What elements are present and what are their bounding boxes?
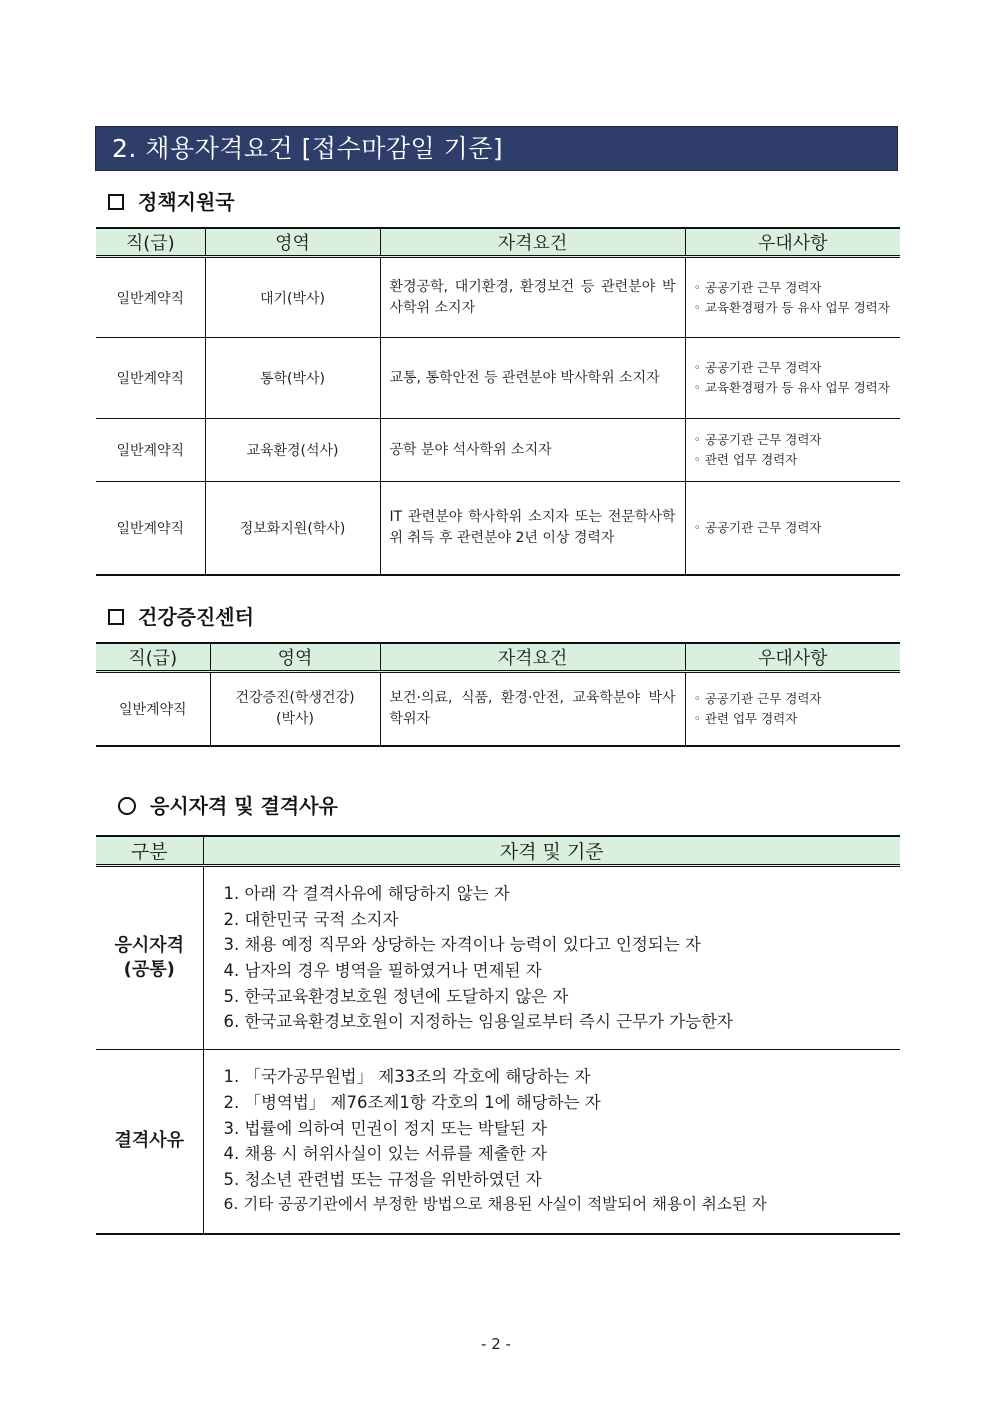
requirement-cell: 환경공학, 대기환경, 환경보건 등 관련분야 박사학위 소지자 [380,257,685,338]
col-header-category: 구분 [96,836,203,866]
page-number: - 2 - [481,1335,511,1353]
grade-cell: 일반계약직 [96,482,205,575]
section-title-banner [95,126,898,171]
preference-item: ◦ 교육환경평가 등 유사 업무 경력자 [693,299,890,315]
grade-cell: 일반계약직 [96,419,205,482]
section-heading-eligibility [118,790,338,819]
requirement-cell: IT 관련분야 학사학위 소지자 또는 전문학사학위 취득 후 관련분야 2년 이상 경력자 [380,482,685,575]
preference-cell [685,482,900,575]
preference-item: ◦ 관련 업무 경력자 [693,710,798,726]
col-header-grade: 직(급) [96,228,205,257]
list-item: 4. 남자의 경우 병역을 필하였거나 면제된 자 [223,961,542,980]
col-header-preference: 우대사항 [685,228,900,257]
qualification-label [96,866,203,1050]
list-item: 2. 대한민국 국적 소지자 [223,909,399,929]
preference-cell [685,257,900,338]
circle-bullet-icon [118,797,136,815]
table-row [96,672,900,746]
disqualification-list [203,1050,900,1234]
list-item: 1. 아래 각 결격사유에 해당하지 않는 자 [223,884,510,904]
grade-cell: 일반계약직 [96,672,210,746]
requirement-cell: 공학 분야 석사학위 소지자 [380,419,685,482]
table-row [96,866,900,1050]
preference-item: ◦ 공공기관 근무 경력자 [693,519,822,535]
label-line: 응시자격 [114,935,185,956]
list-item: 1. 「국가공무원법」 제33조의 각호에 해당하는 자 [223,1067,591,1087]
eligibility-table [96,835,900,1235]
requirement-cell: 보건·의료, 식품, 환경·안전, 교육학분야 박사 학위자 [380,672,685,746]
list-item: 5. 청소년 관련법 또는 규정을 위반하였던 자 [223,1169,542,1189]
label-line: (공통) [123,959,175,980]
preference-cell [685,338,900,419]
table-row [96,419,900,482]
col-header-requirement: 자격요건 [380,643,685,672]
col-header-area: 영역 [205,228,380,257]
col-header-area: 영역 [210,643,380,672]
grade-cell: 일반계약직 [96,257,205,338]
table-header-row [96,643,900,672]
section-heading-text: 정책지원국 [138,190,235,214]
area-cell: 교육환경(석사) [205,419,380,482]
square-bullet-icon [108,194,124,210]
qualification-list [203,866,900,1050]
disqualification-label: 결격사유 [96,1050,203,1234]
area-cell: 대기(박사) [205,257,380,338]
grade-cell: 일반계약직 [96,338,205,419]
requirement-cell: 교통, 통학안전 등 관련분야 박사학위 소지자 [380,338,685,419]
area-line: (박사) [276,710,314,727]
area-cell [210,672,380,746]
area-cell: 정보화지원(학사) [205,482,380,575]
table-row [96,1050,900,1234]
table-row [96,482,900,575]
list-item: 2. 「병역법」 제76조제1항 각호의 1에 해당하는 자 [223,1093,601,1113]
square-bullet-icon [108,609,124,625]
section-heading-policy [108,186,235,215]
preference-item: ◦ 공공기관 근무 경력자 [693,279,822,295]
col-header-requirement: 자격요건 [380,228,685,257]
section-title: 2. 채용자격요건 [접수마감일 기준] [112,134,504,163]
health-requirements-table [96,642,900,747]
preference-cell [685,672,900,746]
area-cell: 통학(박사) [205,338,380,419]
table-row [96,257,900,338]
preference-item: ◦ 공공기관 근무 경력자 [693,432,822,447]
area-line: 건강증진(학생건강) [235,689,355,706]
section-heading-text: 응시자격 및 결격사유 [150,794,338,818]
preference-item: ◦ 공공기관 근무 경력자 [693,360,822,375]
list-item: 6. 한국교육환경보호원이 지정하는 임용일로부터 즉시 근무가 가능한자 [223,1012,733,1032]
list-item: 6. 기타 공공기관에서 부정한 방법으로 채용된 사실이 적발되어 채용이 취소된 자 [223,1195,767,1214]
section-heading-text: 건강증진센터 [138,605,254,629]
list-item: 5. 한국교육환경보호원 정년에 도달하지 않은 자 [223,986,569,1006]
table-header-row [96,836,900,866]
col-header-criteria: 자격 및 기준 [203,836,900,866]
list-item: 3. 법률에 의하여 민권이 정지 또는 박탈된 자 [223,1118,547,1138]
list-item: 4. 채용 시 허위사실이 있는 서류를 제출한 자 [223,1144,547,1164]
table-row [96,338,900,419]
col-header-grade: 직(급) [96,643,210,672]
policy-requirements-table [96,227,900,576]
preference-item: ◦ 공공기관 근무 경력자 [693,690,822,706]
preference-cell [685,419,900,482]
preference-item: ◦ 관련 업무 경력자 [693,452,798,467]
list-item: 3. 채용 예정 직무와 상당하는 자격이나 능력이 있다고 인정되는 자 [223,935,701,955]
section-heading-health [108,601,254,630]
table-header-row [96,228,900,257]
preference-item: ◦ 교육환경평가 등 유사 업무 경력자 [693,380,890,395]
col-header-preference: 우대사항 [685,643,900,672]
